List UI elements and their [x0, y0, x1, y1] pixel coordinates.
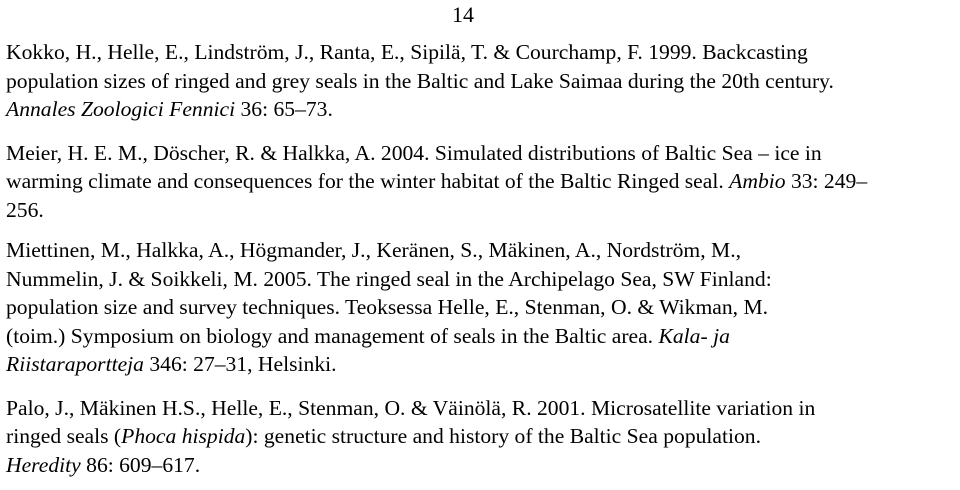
text-run: 33: 249– — [785, 169, 868, 193]
text-run: 86: 609–617. — [80, 452, 201, 477]
reference-line — [6, 350, 951, 379]
text-run: Kokko, H., Helle, E., Lindström, J., Ranta, E., Sipilä, T. & Courchamp, F. 1999. Backcasting — [6, 40, 808, 64]
text-run: 256. — [6, 197, 44, 222]
reference-line — [6, 265, 951, 294]
reference-line — [6, 196, 951, 225]
italic-text: Annales Zoologici Fennici — [6, 97, 236, 121]
reference-line — [6, 67, 951, 96]
text-run: Nummelin, J. & Soikkeli, M. 2005. The ringed seal in the Archipelago Sea, SW Finland: — [6, 266, 772, 291]
italic-text: Kala- ja — [658, 323, 730, 348]
text-run: 36: 65–73. — [235, 97, 333, 121]
reference-line — [6, 293, 951, 322]
reference-miettinen-2005 — [6, 236, 951, 379]
text-run: Miettinen, M., Halkka, A., Högmander, J., Keränen, S., Mäkinen, A., Nordström, M., — [6, 238, 742, 262]
italic-text: Ambio — [729, 169, 786, 193]
reference-line — [6, 95, 951, 124]
page-number: 14 — [452, 2, 474, 27]
reference-line — [6, 139, 951, 168]
reference-kokko-1999 — [6, 38, 951, 124]
italic-text: Heredity — [6, 452, 81, 477]
italic-text: Riistaraportteja — [6, 352, 144, 376]
text-run: ): genetic structure and history of the Baltic Sea population. — [245, 424, 762, 448]
reference-line — [6, 167, 951, 196]
text-run: Meier, H. E. M., Döscher, R. & Halkka, A. 2004. Simulated distributions of Baltic Sea – ice in — [6, 140, 822, 165]
reference-list — [6, 38, 951, 479]
text-run: (toim.) Symposium on biology and management of seals in the Baltic area. — [6, 323, 659, 348]
text-run: ringed seals ( — [6, 424, 122, 448]
reference-palo-2001 — [6, 394, 951, 480]
italic-text: Phoca hispida — [121, 424, 246, 448]
reference-line — [6, 451, 951, 480]
text-run: population size and survey techniques. Teoksessa Helle, E., Stenman, O. & Wikman, M. — [6, 295, 769, 319]
reference-line — [6, 236, 951, 265]
text-run: Palo, J., Mäkinen H.S., Helle, E., Stenman, O. & Väinölä, R. 2001. Microsatellite variation in — [6, 395, 816, 420]
reference-line — [6, 422, 951, 451]
text-run: 346: 27–31, Helsinki. — [143, 352, 337, 376]
reference-meier-2004 — [6, 139, 951, 225]
text-run: population sizes of ringed and grey seals in the Baltic and Lake Saimaa during the 20th century. — [6, 68, 834, 93]
reference-line — [6, 38, 951, 67]
text-run: warming climate and consequences for the winter habitat of the Baltic Ringed seal. — [6, 169, 730, 193]
reference-line — [6, 322, 951, 351]
reference-line — [6, 394, 951, 423]
